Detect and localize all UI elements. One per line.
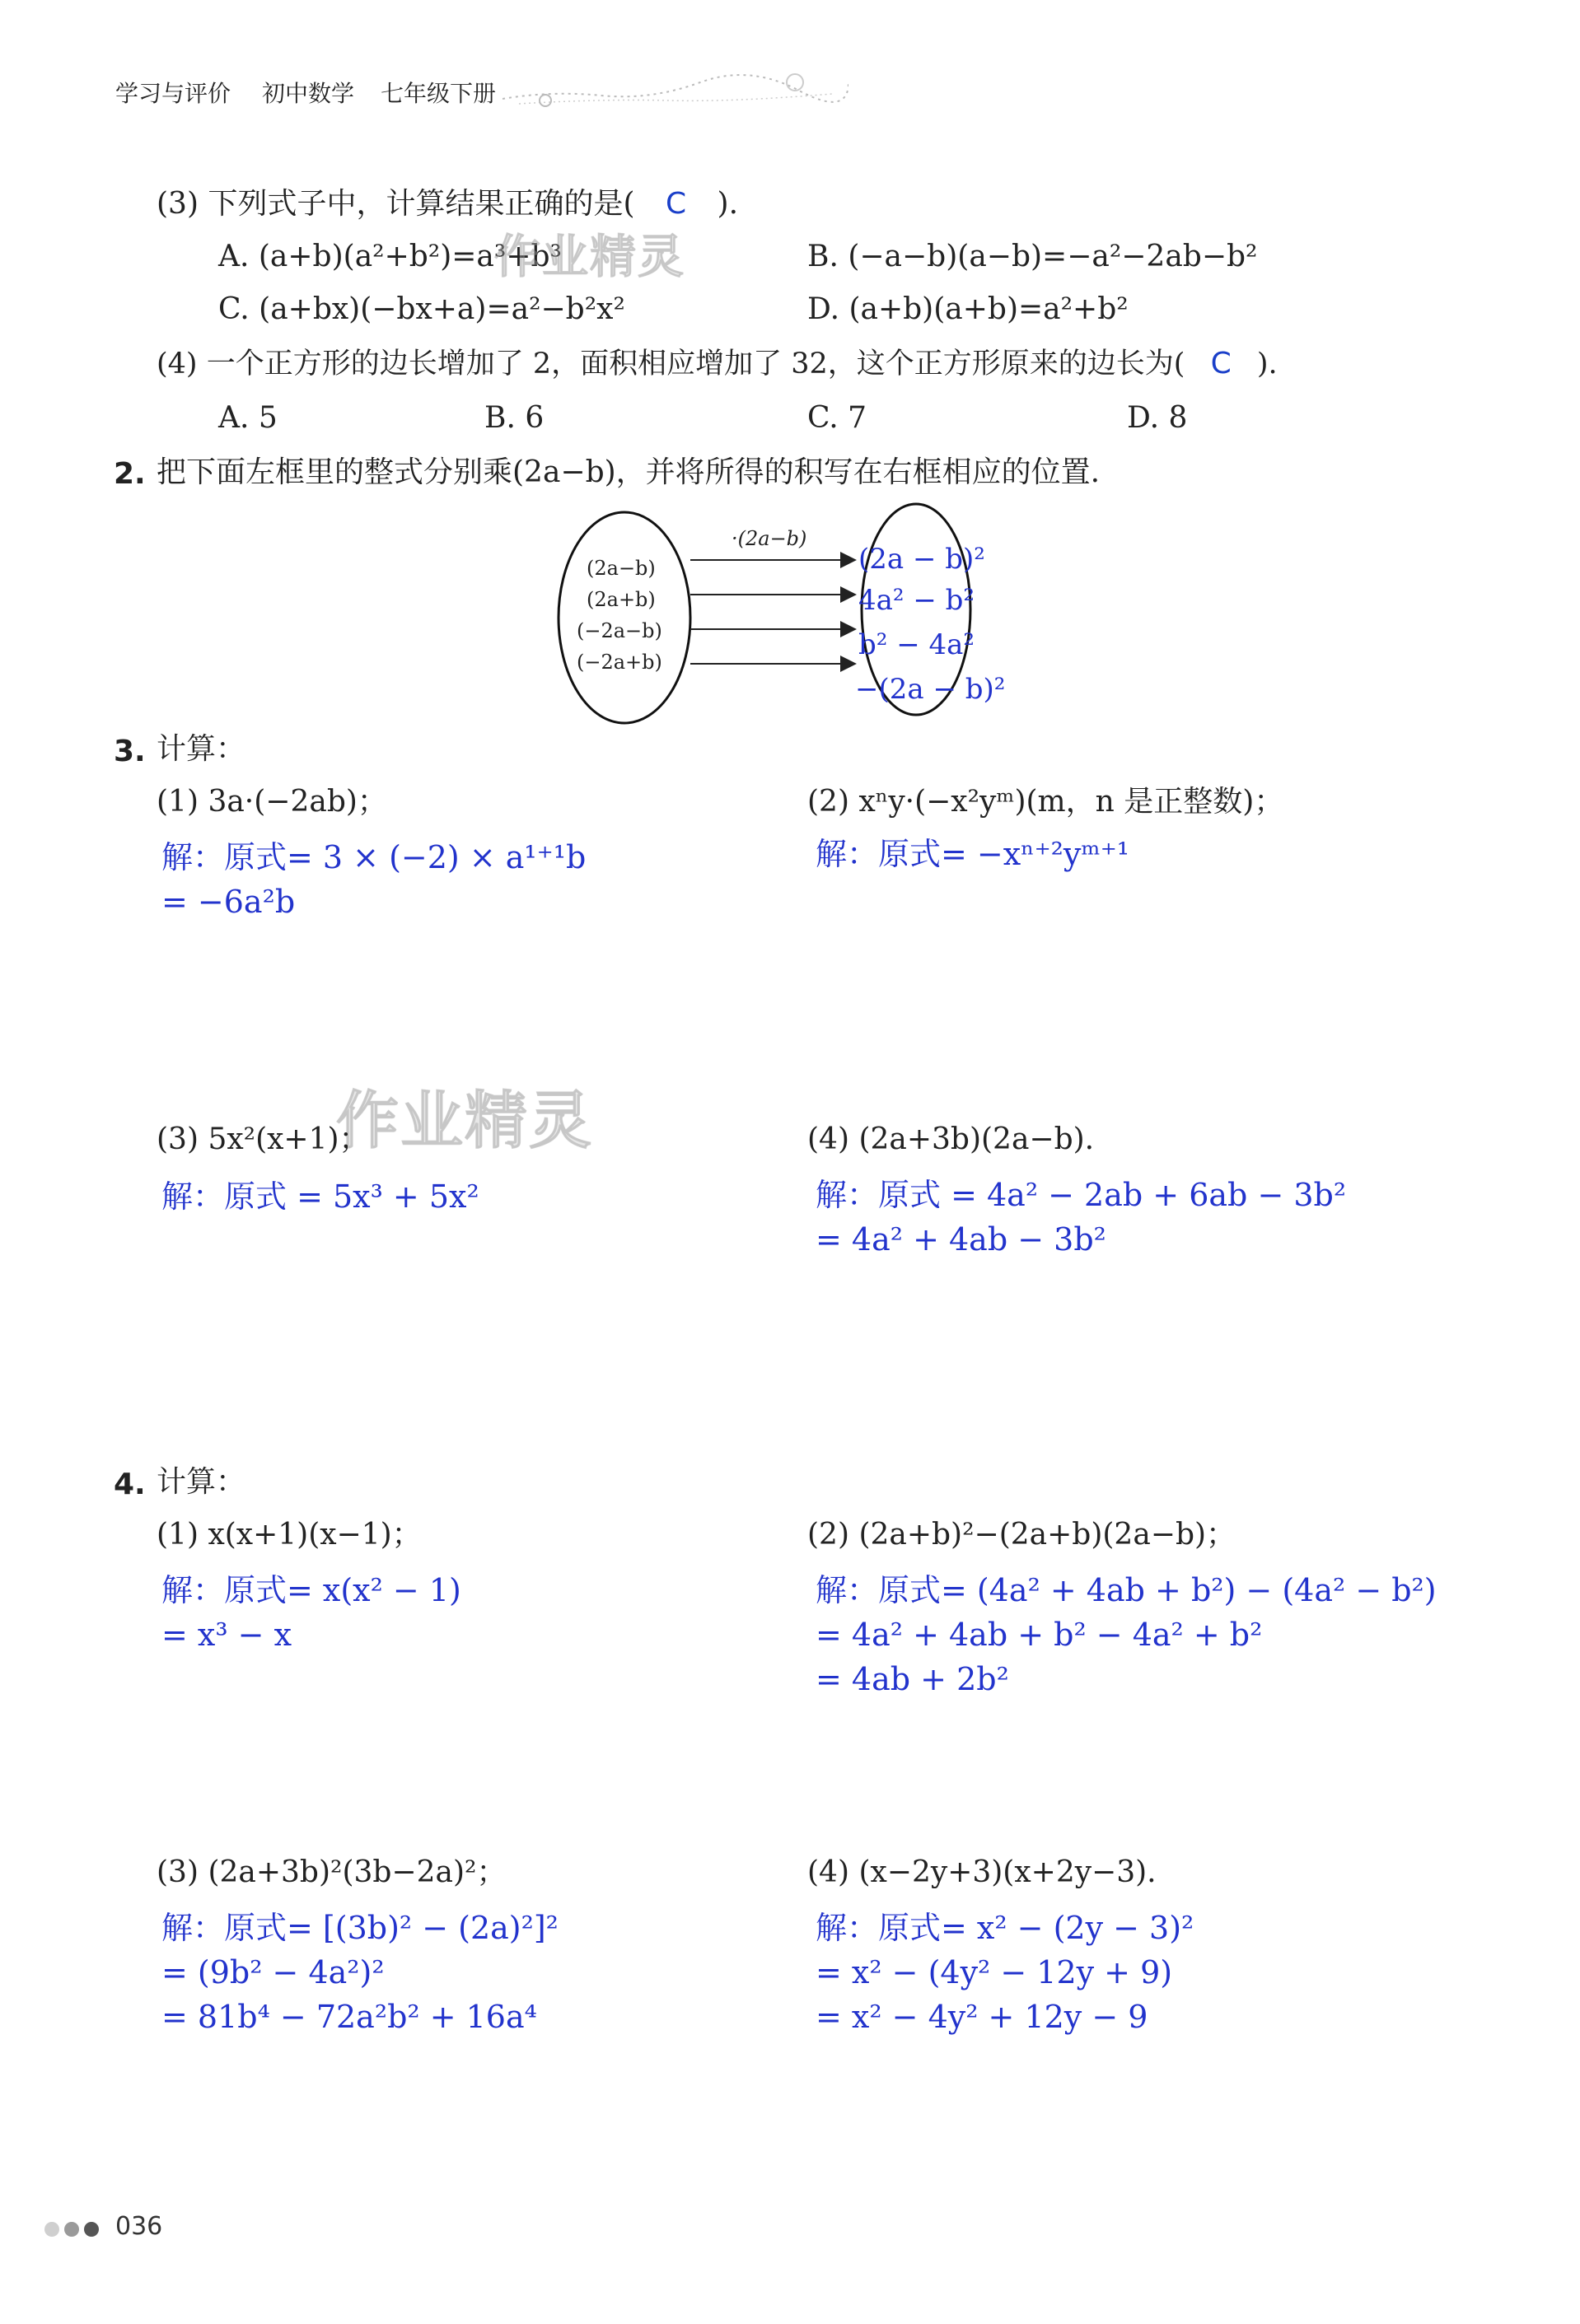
q1-p3-option-c: C. (a+bx)(−bx+a)=a²−b²x² (218, 292, 625, 326)
q1-p4-stem: (4) 一个正方形的边长增加了 2，面积相应增加了 32，这个正方形原来的边长为( C ). (157, 347, 1278, 380)
q4-p2-line-1: 解：原式= (4a² + 4ab + b²) − (4a² − b²) (816, 1572, 1437, 1608)
q4-p3-line-1: 解：原式= [(3b)² − (2a)²]² (161, 1910, 559, 1946)
q4-p1-stem: (1) x(x+1)(x−1)； (157, 1518, 422, 1552)
q4-p4-stem: (4) (x−2y+3)(x+2y−3). (807, 1855, 1157, 1889)
q4-title: 计算： (157, 1465, 246, 1499)
q3-p4-line-2: = 4a² + 4ab − 3b² (816, 1221, 1106, 1258)
watermark: 作业精灵 (494, 231, 685, 284)
q4-p1-line-2: = x³ − x (161, 1617, 292, 1653)
multiplier-label: ·(2a−b) (732, 527, 807, 550)
q4-p3-line-3: = 81b⁴ − 72a²b² + 16a⁴ (161, 1999, 537, 2035)
header-book: 学习与评价 (115, 80, 231, 107)
q4-number: 4. (114, 1468, 146, 1501)
footer-dot-3 (84, 2222, 99, 2237)
q3-p4-stem: (4) (2a+3b)(2a−b). (807, 1122, 1095, 1156)
q3-p1-stem: (1) 3a·(−2ab)； (157, 785, 387, 819)
q4-p4-line-2: = x² − (4y² − 12y + 9) (816, 1954, 1173, 1990)
q3-p3-line-1: 解：原式 = 5x³ + 5x² (161, 1178, 479, 1215)
header-grade: 七年级下册 (381, 80, 497, 107)
q3-p3-stem: (3) 5x²(x+1)； (157, 1122, 369, 1156)
q1-p4-option-b: B. 6 (484, 401, 545, 435)
q4-p4-line-3: = x² − 4y² + 12y − 9 (816, 1999, 1148, 2035)
q4-p3-line-2: = (9b² − 4a²)² (161, 1954, 385, 1990)
left-item-1: (2a−b) (587, 557, 656, 580)
q2-stem: 把下面左框里的整式分别乘(2a−b)，并将所得的积写在右框相应的位置. (157, 455, 1101, 489)
q4-p2-line-3: = 4ab + 2b² (816, 1661, 1009, 1697)
left-item-4: (−2a+b) (577, 651, 662, 674)
q3-p2-line-1: 解：原式= −xⁿ⁺²yᵐ⁺¹ (816, 836, 1129, 872)
left-item-2: (2a+b) (587, 588, 656, 611)
right-item-2: 4a² − b² (858, 584, 975, 617)
q4-p1-line-1: 解：原式= x(x² − 1) (161, 1572, 461, 1608)
right-item-3: b² − 4a² (858, 628, 975, 661)
q1-p4-option-d: D. 8 (1127, 401, 1188, 435)
right-item-4: −(2a − b)² (855, 673, 1005, 706)
page-number: 036 (115, 2212, 163, 2241)
q3-p4-line-1: 解：原式 = 4a² − 2ab + 6ab − 3b² (816, 1177, 1347, 1213)
q1-p3-option-a: A. (a+b)(a²+b²)=a³+b³ (218, 240, 562, 273)
q1-p3-stem: (3) 下列式子中，计算结果正确的是( C ). (157, 187, 739, 221)
footer-dot-1 (44, 2222, 59, 2237)
q1-p4-answer: C (1210, 347, 1232, 380)
q2-number: 2. (114, 457, 146, 491)
footer-dot-2 (64, 2222, 79, 2237)
q4-p3-stem: (3) (2a+3b)²(3b−2a)²； (157, 1855, 507, 1889)
q4-p4-line-1: 解：原式= x² − (2y − 3)² (816, 1910, 1194, 1946)
q3-p2-stem: (2) xⁿy·(−x²yᵐ)(m，n 是正整数)； (807, 785, 1284, 819)
header-decoration (503, 58, 848, 115)
q1-p3-option-b: B. (−a−b)(a−b)=−a²−2ab−b² (807, 240, 1258, 273)
q4-p2-stem: (2) (2a+b)²−(2a+b)(2a−b)； (807, 1518, 1236, 1552)
q2-mapping-diagram (544, 494, 1005, 741)
q1-p3-answer: C (665, 187, 687, 221)
q1-p4-option-a: A. 5 (218, 401, 278, 435)
header-level: 初中数学 (262, 80, 355, 107)
left-item-3: (−2a−b) (577, 619, 662, 642)
footer-dots (44, 2222, 104, 2240)
q4-p2-line-2: = 4a² + 4ab + b² − 4a² + b² (816, 1617, 1263, 1653)
q1-p4-option-c: C. 7 (807, 401, 867, 435)
q3-title: 计算： (157, 732, 246, 766)
q3-p1-line-1: 解：原式= 3 × (−2) × a¹⁺¹b (161, 839, 587, 875)
right-item-1: (2a − b)² (858, 543, 985, 576)
q1-p3-option-d: D. (a+b)(a+b)=a²+b² (807, 292, 1129, 326)
watermark: 作业精灵 (336, 1084, 593, 1157)
left-ellipse (559, 512, 690, 723)
q3-number: 3. (114, 735, 146, 768)
q3-p1-line-2: = −6a²b (161, 884, 296, 920)
